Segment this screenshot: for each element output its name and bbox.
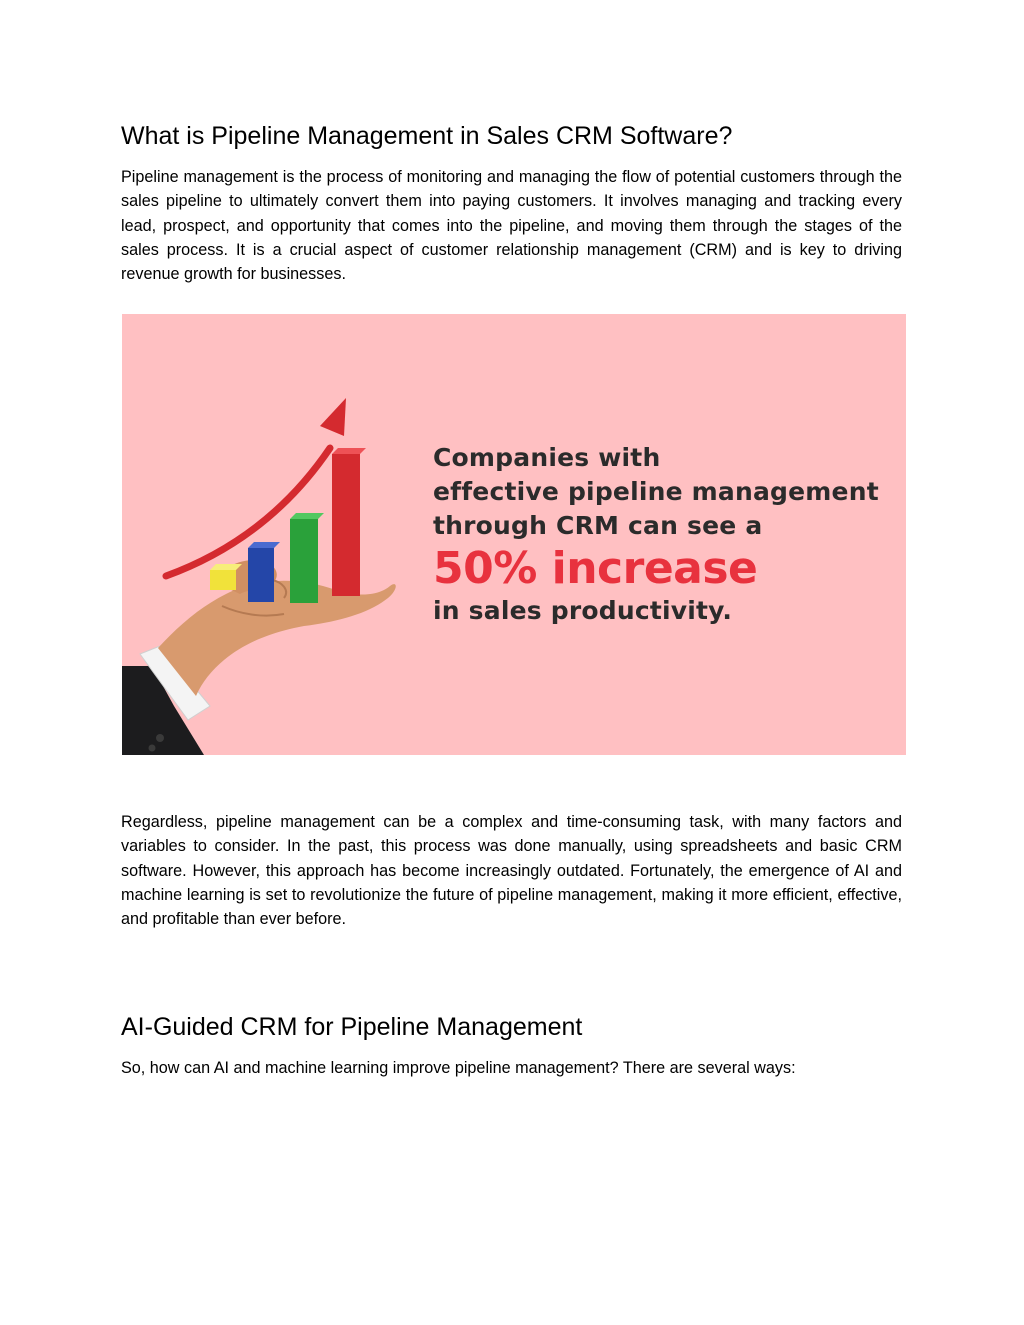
section-heading-ai-guided-crm: AI-Guided CRM for Pipeline Management	[121, 1013, 583, 1041]
promo-banner-image	[122, 314, 906, 755]
banner-line-2: effective pipeline management	[433, 477, 879, 506]
banner-statistic-text	[433, 441, 879, 628]
intro-paragraph: Pipeline management is the process of monitoring and managing the flow of potential customers through the sales pipeline to ultimately convert them into paying customers. It involves managing and tracking every lead, prospect, and opportunity that comes into the pipeline, and moving them through the stages of the sales process. It is a crucial aspect of customer relationship management (CRM) and is key to driving revenue growth for businesses.	[121, 168, 902, 284]
body-paragraph-regardless: Regardless, pipeline management can be a complex and time-consuming task, with many factors and variables to consider. In the past, this process was done manually, using spreadsheets and basic CRM software. However, this approach has become increasingly outdated. Fortunately, the emergence of AI and machine learning is set to revolutionize the future of pipeline management, making it more efficient, effective, and profitable than ever before.	[121, 813, 902, 929]
banner-line-1: Companies with	[433, 443, 661, 472]
banner-line-3: through CRM can see a	[433, 511, 763, 540]
section-heading-pipeline-management: What is Pipeline Management in Sales CRM Software?	[121, 122, 733, 150]
ai-intro-paragraph: So, how can AI and machine learning improve pipeline management? There are several ways:	[121, 1059, 796, 1077]
banner-highlight: 50% increase	[433, 543, 758, 594]
banner-line-4: in sales productivity.	[433, 596, 733, 625]
